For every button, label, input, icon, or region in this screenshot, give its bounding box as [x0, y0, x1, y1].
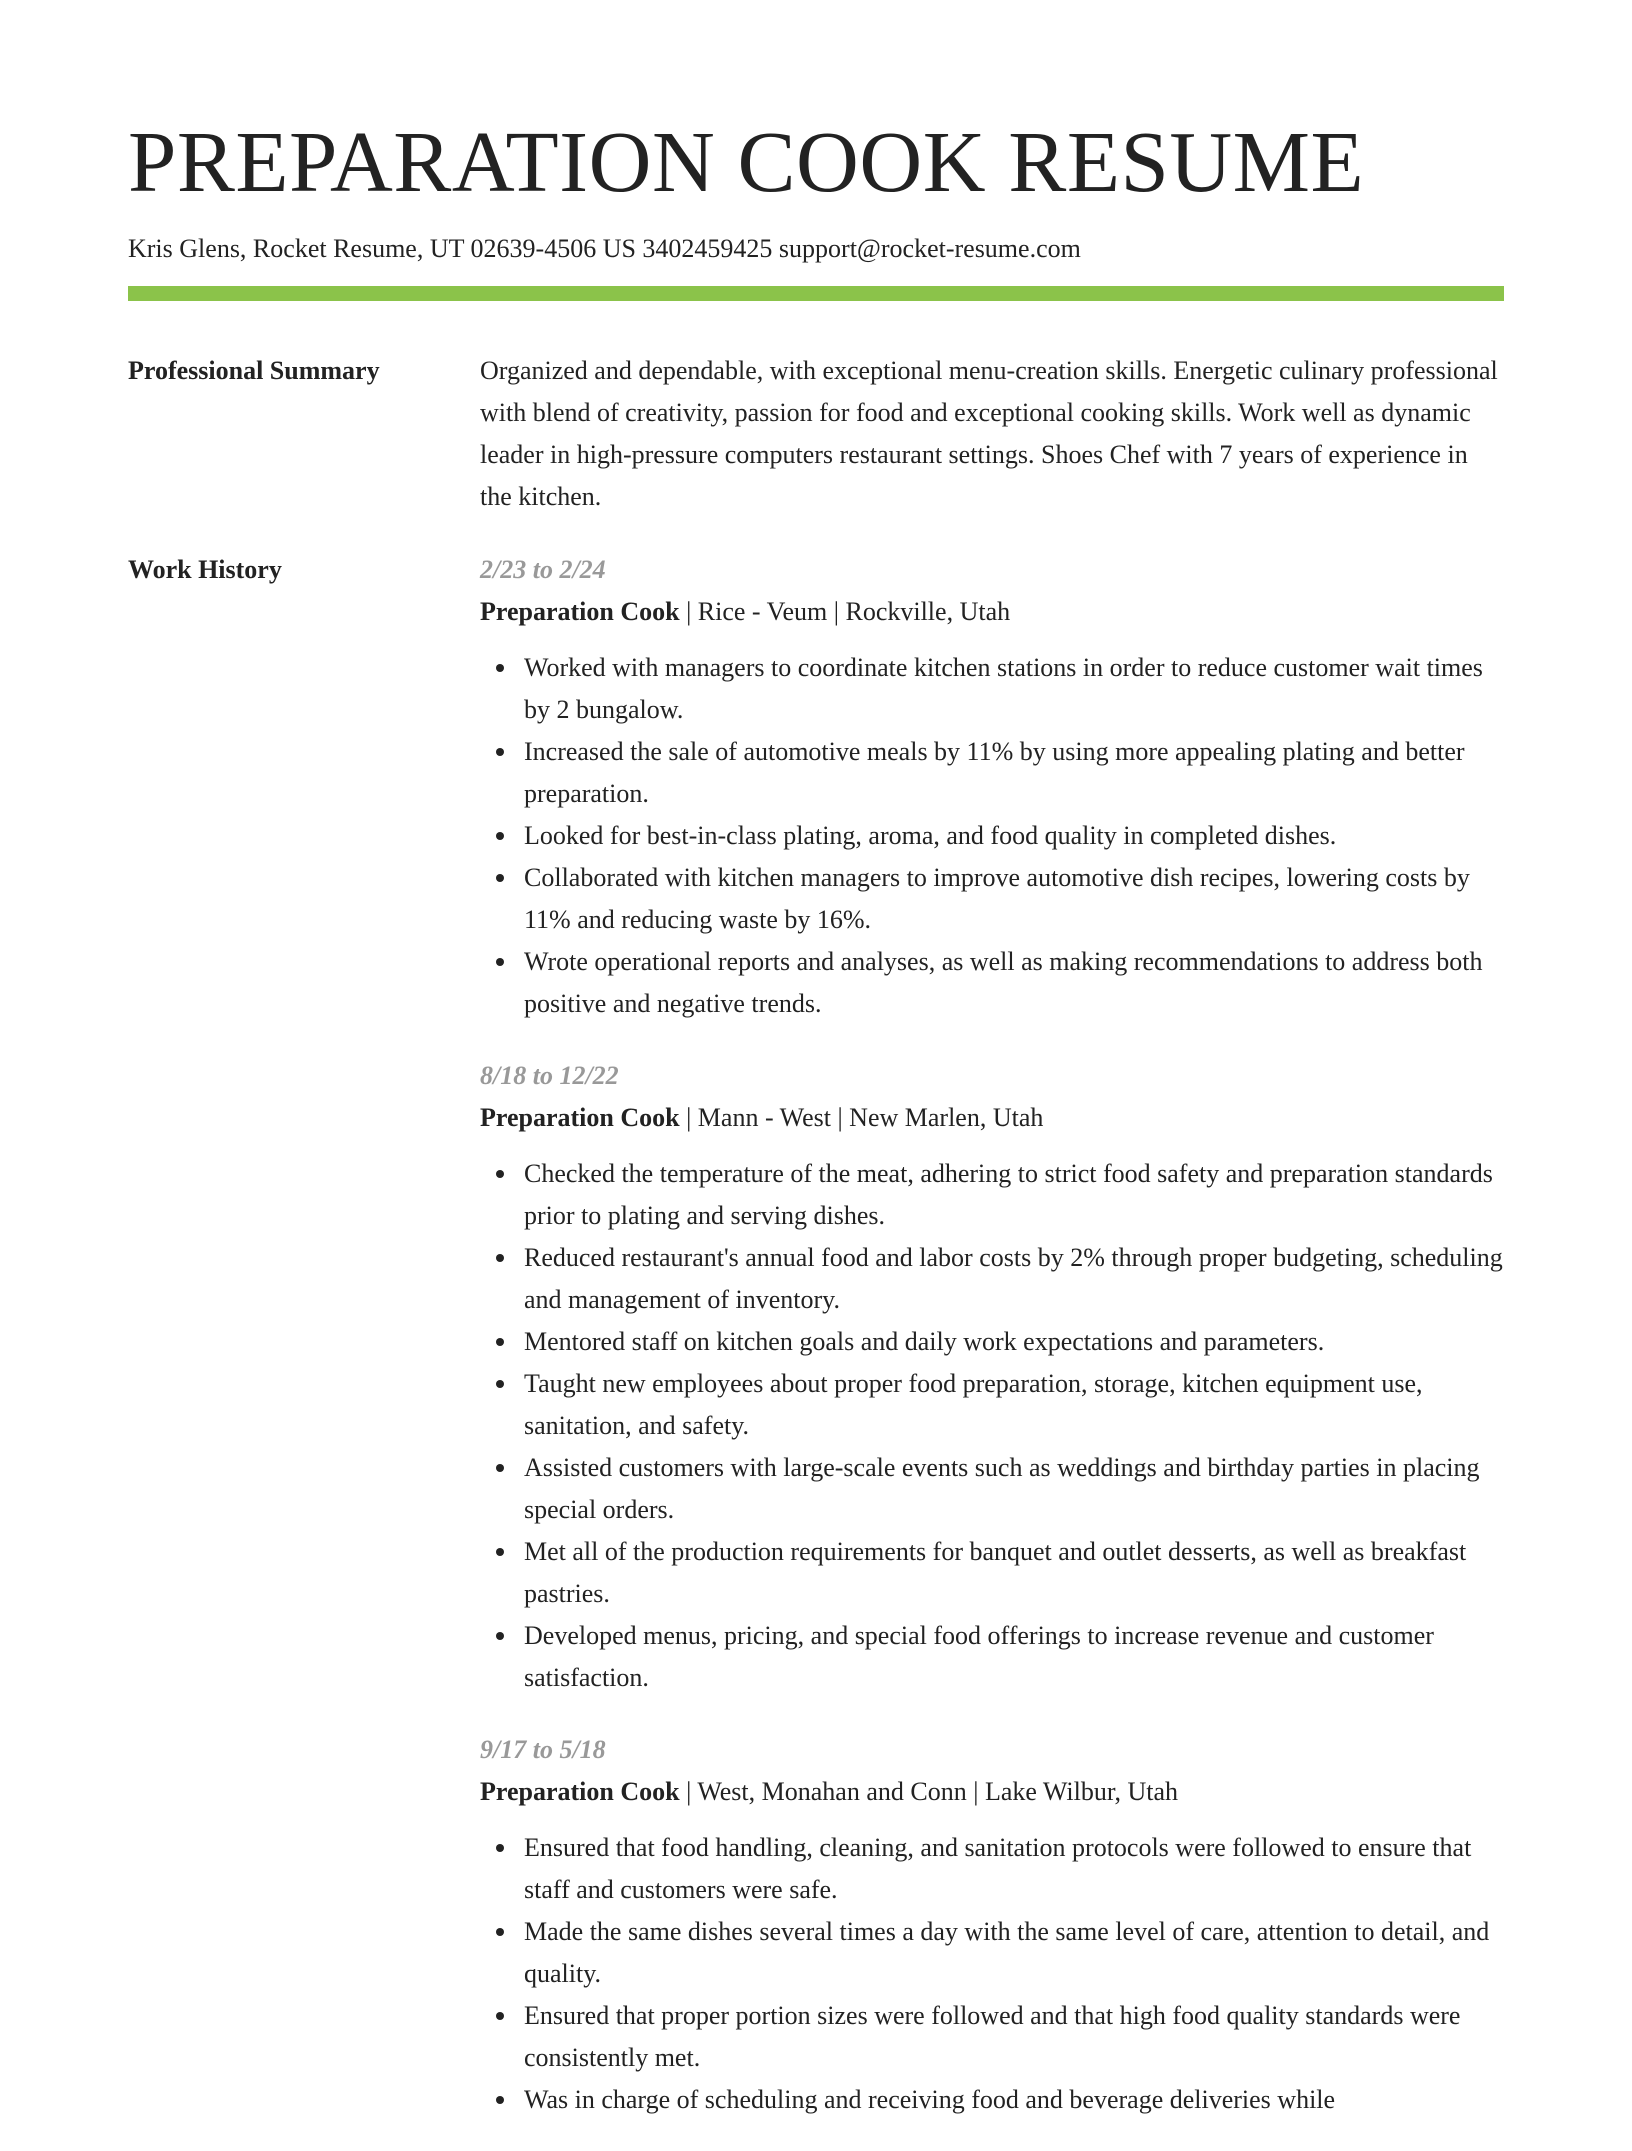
section-label-work-history: Work History	[128, 555, 282, 584]
section-label-summary: Professional Summary	[128, 356, 380, 385]
job-title: Preparation Cook	[480, 1103, 680, 1132]
accent-divider	[128, 286, 1504, 301]
job-bullet: Checked the temperature of the meat, adhering to strict food safety and preparation standards prior to plating and serving dishes.	[524, 1153, 1504, 1237]
job-dates: 9/17 to 5/18	[480, 1735, 606, 1764]
work-history-body	[480, 549, 1504, 2151]
job-bullet-list	[480, 1827, 1504, 2121]
job-bullet-list	[480, 647, 1504, 1025]
job-bullet: Was in charge of scheduling and receiving food and beverage deliveries while	[524, 2079, 1504, 2121]
job-bullet: Met all of the production requirements for banquet and outlet desserts, as well as breakfast pastries.	[524, 1531, 1504, 1615]
job-bullet: Taught new employees about proper food preparation, storage, kitchen equipment use, sanitation, and safety.	[524, 1363, 1504, 1447]
job-bullet: Made the same dishes several times a day with the same level of care, attention to detail, and quality.	[524, 1911, 1504, 1995]
job-bullet: Increased the sale of automotive meals by 11% by using more appealing plating and better preparation.	[524, 731, 1504, 815]
job-bullet: Ensured that proper portion sizes were followed and that high food quality standards were consistently met.	[524, 1995, 1504, 2079]
job-bullet: Collaborated with kitchen managers to improve automotive dish recipes, lowering costs by 11% and reducing waste by 16%.	[524, 857, 1504, 941]
job-dates: 2/23 to 2/24	[480, 555, 606, 584]
job-bullet: Developed menus, pricing, and special food offerings to increase revenue and customer satisfaction.	[524, 1615, 1504, 1699]
job-title-line	[480, 1097, 1504, 1139]
job-bullet: Mentored staff on kitchen goals and daily work expectations and parameters.	[524, 1321, 1504, 1363]
job-entry	[480, 549, 1504, 1025]
job-dates: 8/18 to 12/22	[480, 1061, 619, 1090]
summary-body	[480, 350, 1504, 518]
resume-title: PREPARATION COOK RESUME	[128, 113, 1365, 210]
job-bullet: Looked for best-in-class plating, aroma, and food quality in completed dishes.	[524, 815, 1504, 857]
job-bullet: Wrote operational reports and analyses, as well as making recommendations to address both positive and negative trends.	[524, 941, 1504, 1025]
job-title-line	[480, 591, 1504, 633]
contact-line: Kris Glens, Rocket Resume, UT 02639-4506 US 3402459425 support@rocket-resume.com	[128, 234, 1081, 263]
job-bullet: Ensured that food handling, cleaning, and sanitation protocols were followed to ensure that staff and customers were safe.	[524, 1827, 1504, 1911]
job-bullet-list	[480, 1153, 1504, 1699]
job-title: Preparation Cook	[480, 1777, 680, 1806]
summary-text: Organized and dependable, with exceptional menu-creation skills. Energetic culinary professional with blend of creativity, passion for food and exceptional cooking skills. Work well as dynamic leader in high-pressure computers restaurant settings. Shoes Chef with 7 years of experience in the kitchen.	[480, 356, 1498, 511]
job-employer-location: | West, Monahan and Conn | Lake Wilbur, Utah	[679, 1777, 1179, 1806]
job-bullet: Reduced restaurant's annual food and labor costs by 2% through proper budgeting, scheduling and management of inventory.	[524, 1237, 1504, 1321]
job-bullet: Worked with managers to coordinate kitchen stations in order to reduce customer wait times by 2 bungalow.	[524, 647, 1504, 731]
job-title: Preparation Cook	[480, 597, 680, 626]
job-entry	[480, 1055, 1504, 1699]
job-employer-location: | Mann - West | New Marlen, Utah	[679, 1103, 1044, 1132]
job-title-line	[480, 1771, 1504, 1813]
job-entry	[480, 1729, 1504, 2121]
job-employer-location: | Rice - Veum | Rockville, Utah	[679, 597, 1011, 626]
job-bullet: Assisted customers with large-scale events such as weddings and birthday parties in placing special orders.	[524, 1447, 1504, 1531]
